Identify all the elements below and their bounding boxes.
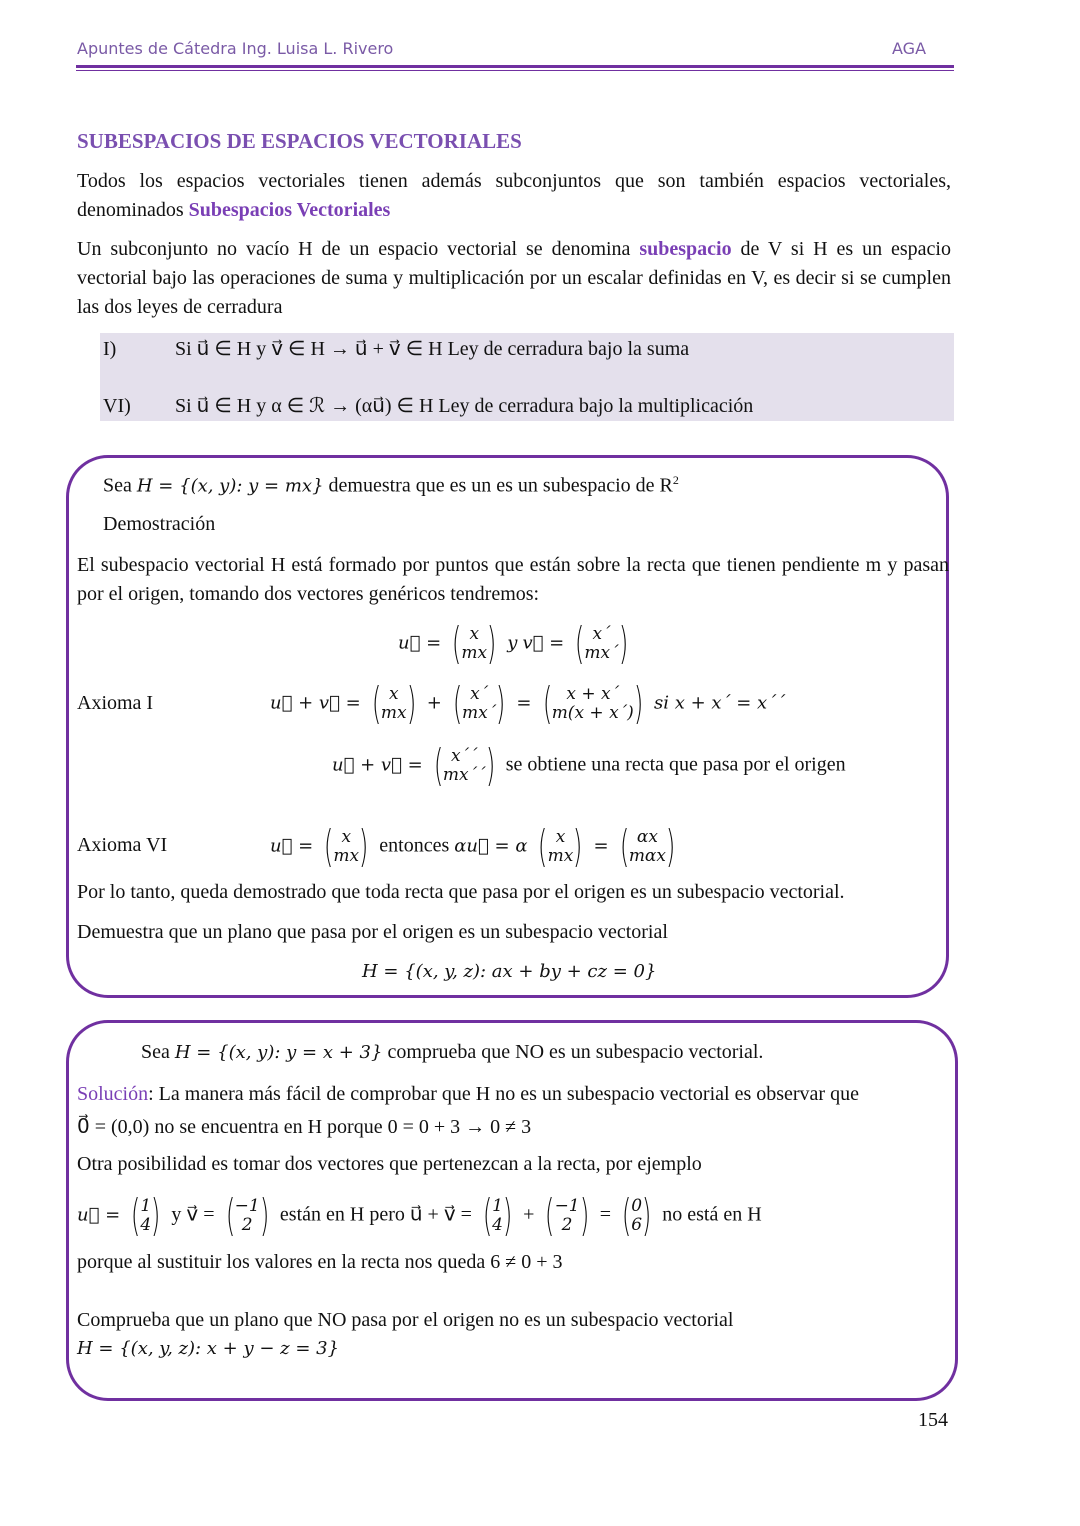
vector-u: ( x mx ) — [371, 678, 416, 729]
vec-entry: mx — [547, 846, 574, 866]
definition-pre: Un subconjunto no vacío H de un espacio vectorial se denomina — [77, 238, 640, 260]
vec-entry: m(x + x´) — [551, 703, 634, 723]
math-text: u⃗ = — [77, 1204, 121, 1226]
math-text: v⃗ = — [522, 632, 565, 654]
math-text: si x + x´ = x´´ — [653, 692, 786, 714]
law-math: Si u⃗ ∈ H y v⃗ ∈ H → u⃗ + v⃗ ∈ H — [175, 338, 443, 360]
statement-post: comprueba que NO es un subespacio vectorial. — [382, 1041, 764, 1063]
vector-v: ( x´ mx´ ) — [452, 678, 506, 729]
zero-vector-line: 0⃗ = (0,0) no se encuentra en H porque 0 = 0 + 3 → 0 ≠ 3 — [77, 1116, 532, 1138]
vector-alpha: ( αx mαx ) — [619, 821, 676, 872]
vec-entry: −1 — [554, 1196, 580, 1216]
axiom-1-equation — [270, 678, 786, 729]
vector-u: ( x mx ) — [324, 821, 369, 872]
law-number: VI) — [103, 395, 131, 417]
math-text: + — [523, 1203, 535, 1226]
definition-highlight: subespacio — [639, 238, 732, 260]
axiom-6-equation — [270, 821, 681, 872]
header-rule-thin — [76, 70, 954, 71]
vec-entry: 1 — [492, 1196, 503, 1216]
vector-v: ( −1 2 ) — [545, 1190, 589, 1241]
vector-xpp: ( x´´ mx´´ ) — [433, 740, 495, 791]
example-vectors — [77, 1190, 762, 1241]
vec-entry: mx´´ — [442, 765, 486, 785]
math-text: y v⃗ = — [171, 1203, 215, 1226]
vec-entry: x — [388, 684, 399, 704]
vec-entry: mx´ — [462, 703, 497, 723]
exercise-2-math: H = {(x, y, z): x + y − z = 3} — [77, 1338, 340, 1359]
exercise-1-math: H = {(x, y, z): ax + by + cz = 0} — [362, 961, 657, 982]
definition-post: de V si H es un espacio vectorial bajo las operaciones de suma y multiplicación por un escalar definidas en V, es decir si se cumplen las dos leyes de cerradura — [77, 238, 951, 318]
vec-entry: 6 — [631, 1215, 643, 1235]
law-text: Ley de cerradura bajo la suma — [442, 338, 690, 360]
generic-vectors — [398, 618, 634, 669]
exercise-1: Demuestra que un plano que pasa por el origen es un subespacio vectorial — [77, 921, 668, 943]
entonces-text: entonces — [379, 834, 450, 857]
solution-text: : La manera más fácil de comprobar que H no es un subespacio vectorial es observar que — [148, 1083, 859, 1105]
vector-u: ( x mx ) — [538, 821, 583, 872]
vec-entry: 2 — [241, 1215, 253, 1235]
law-text: Ley de cerradura bajo la multiplicación — [433, 395, 754, 417]
vector-v: ( −1 2 ) — [225, 1190, 270, 1241]
vec-entry: 0 — [631, 1196, 643, 1216]
math-text: αu⃗ = α — [454, 835, 528, 857]
sum-result — [332, 740, 846, 791]
statement-pre: Sea — [103, 474, 137, 497]
vec-entry: x — [469, 624, 480, 644]
vector-v: ( x´ mx´ ) — [575, 618, 628, 669]
math-text: = — [599, 1203, 612, 1226]
header-rule — [76, 65, 954, 68]
definition-paragraph — [77, 235, 951, 322]
vec-entry: mx — [380, 703, 407, 723]
exercise-2: Comprueba que un plano que NO pasa por el origen no es un subespacio vectorial — [77, 1309, 734, 1331]
intro-highlight: Subespacios Vectoriales — [188, 199, 391, 221]
law-math: Si u⃗ ∈ H y α ∈ ℛ → (αu⃗) ∈ H — [175, 395, 434, 417]
estan-text: están en H pero u⃗ + v⃗ = — [279, 1203, 472, 1226]
box1-paragraph: El subespacio vectorial H está formado por puntos que están sobre la recta que tienen pendiente m y pasan por el origen, tomando dos vectores genéricos tendremos: — [77, 554, 949, 605]
axiom-1-label: Axioma I — [77, 692, 154, 714]
law-6 — [103, 393, 753, 418]
header-left: Apuntes de Cátedra Ing. Luisa L. Rivero — [77, 39, 394, 58]
intro-text: Todos los espacios vectoriales tienen además subconjuntos que son también espacios vectoriales, denominados — [77, 170, 951, 221]
axiom-6-label: Axioma VI — [77, 834, 168, 856]
vec-entry: 1 — [140, 1196, 152, 1216]
vec-entry: x´´ — [450, 746, 478, 766]
math-text: + — [426, 692, 442, 714]
math-text: u⃗ + v⃗ = — [332, 754, 423, 776]
vec-entry: αx — [636, 827, 658, 847]
vec-entry: 4 — [492, 1215, 503, 1235]
vector-u: ( 1 4 ) — [131, 1190, 161, 1241]
law-1 — [103, 336, 689, 361]
page-number: 154 — [918, 1409, 948, 1431]
example-box-1 — [66, 455, 949, 998]
vector-u: ( x mx ) — [452, 618, 497, 669]
conclusion: Por lo tanto, queda demostrado que toda recta que pasa por el origen es un subespacio vectorial. — [77, 881, 845, 903]
box1-statement — [103, 473, 679, 498]
vec-entry: −1 — [234, 1196, 260, 1216]
vec-entry: 4 — [140, 1215, 152, 1235]
math-text: u⃗ = — [398, 632, 442, 654]
vec-entry: mx — [333, 846, 360, 866]
vector-result: ( 0 6 ) — [621, 1190, 652, 1241]
other-possibility: Otra posibilidad es tomar dos vectores que pertenezcan a la recta, por ejemplo — [77, 1153, 702, 1175]
solution-label: Solución — [77, 1083, 149, 1105]
superscript: 2 — [672, 473, 679, 487]
math-text: u⃗ + v⃗ = — [270, 692, 361, 714]
vec-entry: x´ — [592, 624, 611, 644]
solution-paragraph — [77, 1080, 951, 1109]
vec-entry: x + x´ — [566, 684, 620, 704]
section-title: SUBESPACIOS DE ESPACIOS VECTORIALES — [77, 129, 522, 153]
vec-entry: mαx — [628, 846, 666, 866]
vector-u: ( 1 4 ) — [482, 1190, 513, 1241]
math-text: = — [516, 692, 532, 714]
vec-entry: mx´ — [584, 643, 619, 663]
intro-paragraph — [77, 167, 951, 225]
porque-line: porque al sustituir los valores en la recta nos queda 6 ≠ 0 + 3 — [77, 1251, 563, 1273]
vector-sum: ( x + x´ m(x + x´) ) — [542, 678, 644, 729]
vec-entry: x´ — [470, 684, 489, 704]
math-text: = — [593, 835, 609, 857]
vec-entry: x — [555, 827, 566, 847]
statement-pre: Sea — [141, 1041, 175, 1063]
vec-entry: mx — [461, 643, 488, 663]
law-number: I) — [103, 338, 117, 360]
statement-math: H = {(x, y): y = x + 3} — [174, 1042, 383, 1063]
vec-entry: x — [341, 827, 352, 847]
recta-text: se obtiene una recta que pasa por el origen — [505, 753, 846, 776]
box2-statement — [141, 1041, 763, 1064]
statement-math: H = {(x, y): y = mx} — [136, 475, 324, 497]
statement-post: demuestra que es un es un subespacio de R — [323, 474, 673, 497]
header-right: AGA — [892, 39, 927, 58]
math-text: y — [507, 632, 518, 654]
demo-label: Demostración — [103, 513, 216, 535]
no-esta-text: no está en H — [662, 1203, 762, 1226]
vec-entry: 2 — [561, 1215, 573, 1235]
math-text: u⃗ = — [270, 835, 314, 857]
